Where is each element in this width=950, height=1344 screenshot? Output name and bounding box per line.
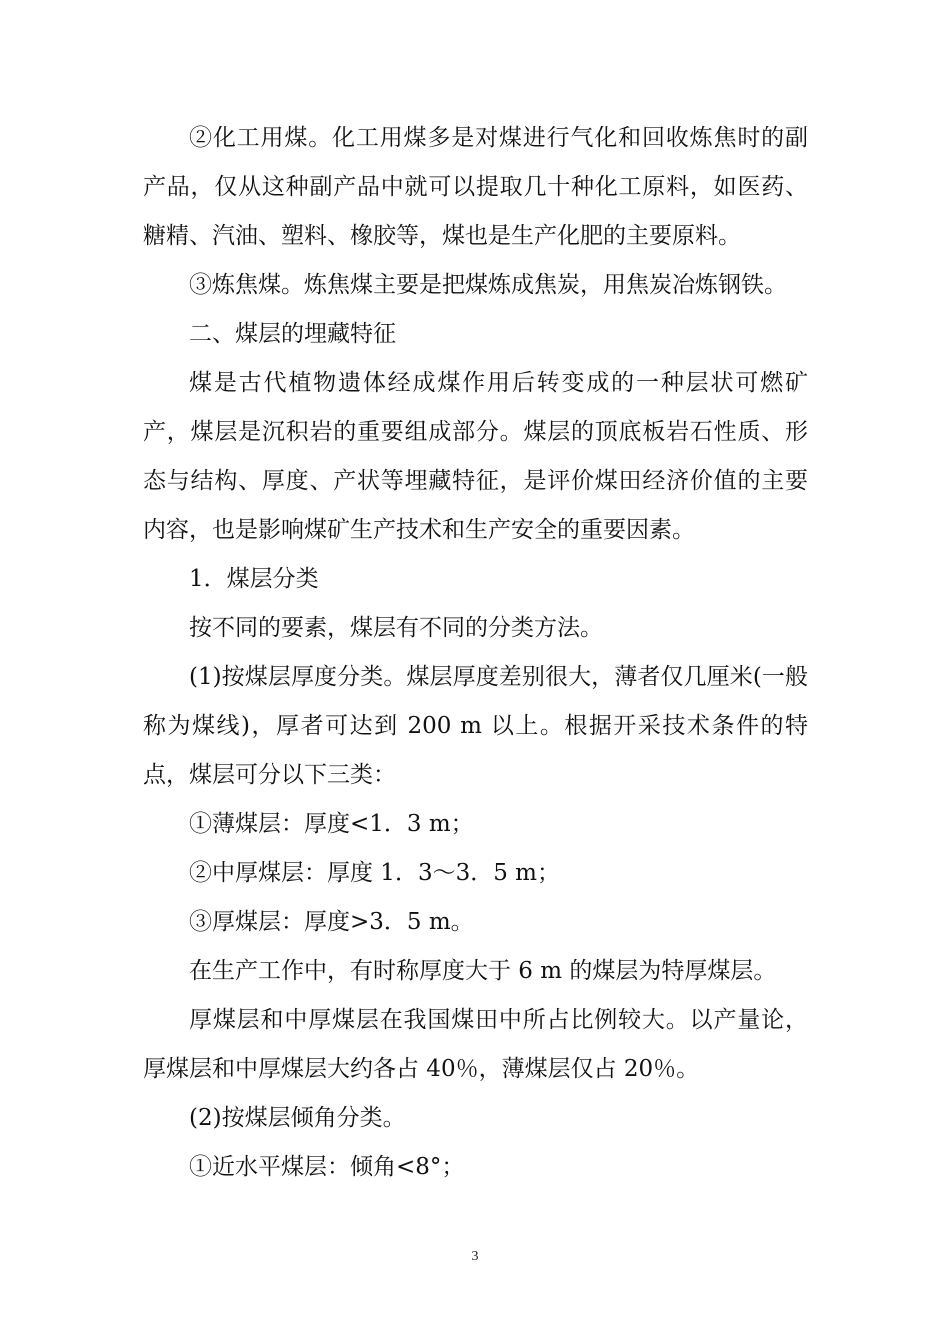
list-item-medium-seam: ②中厚煤层：厚度 1．3～3．5 m； — [189, 860, 560, 886]
page-number: 3 — [471, 1249, 479, 1264]
page-body — [143, 114, 808, 1192]
list-item-thick-seam: ③厚煤层：厚度>3．5 m。 — [189, 909, 474, 935]
paragraph-extra-thick-seam: 在生产工作中，有时称厚度大于 6 m 的煤层为特厚煤层。 — [189, 958, 777, 984]
paragraph-seam-proportion: 厚煤层和中厚煤层在我国煤田中所占比例较大。以产量论，厚煤层和中厚煤层大约各占 40％，薄煤层仅占 20％。 — [143, 1007, 808, 1082]
section-heading-coal-seam-burial: 二、煤层的埋藏特征 — [189, 321, 396, 347]
paragraph-thickness-classification: (1)按煤层厚度分类。煤层厚度差别很大，薄者仅几厘米(一般称为煤线)，厚者可达到 200 m 以上。根据开采技术条件的特点，煤层可分以下三类： — [143, 664, 808, 788]
paragraph-dip-classification: (2)按煤层倾角分类。 — [189, 1105, 406, 1131]
paragraph-coking-coal: ③炼焦煤。炼焦煤主要是把煤炼成焦炭，用焦炭冶炼钢铁。 — [189, 272, 787, 298]
list-item-thin-seam: ①薄煤层：厚度<1．3 m； — [189, 811, 474, 837]
paragraph-coal-definition: 煤是古代植物遗体经成煤作用后转变成的一种层状可燃矿产，煤层是沉积岩的重要组成部分。煤层的顶底板岩石性质、形态与结构、厚度、产状等埋藏特征，是评价煤田经济价值的主要内容，也是影响煤矿生产技术和生产安全的重要因素。 — [143, 370, 808, 543]
paragraph-classification-intro: 按不同的要素，煤层有不同的分类方法。 — [189, 615, 603, 641]
list-item-near-horizontal-seam: ①近水平煤层：倾角<8°； — [189, 1154, 465, 1180]
paragraph-chemical-coal: ②化工用煤。化工用煤多是对煤进行气化和回收炼焦时的副产品，仅从这种副产品中就可以提取几十种化工原料，如医药、糖精、汽油、塑料、橡胶等，煤也是生产化肥的主要原料。 — [143, 125, 808, 249]
subsection-heading-seam-classification: 1．煤层分类 — [189, 566, 319, 592]
